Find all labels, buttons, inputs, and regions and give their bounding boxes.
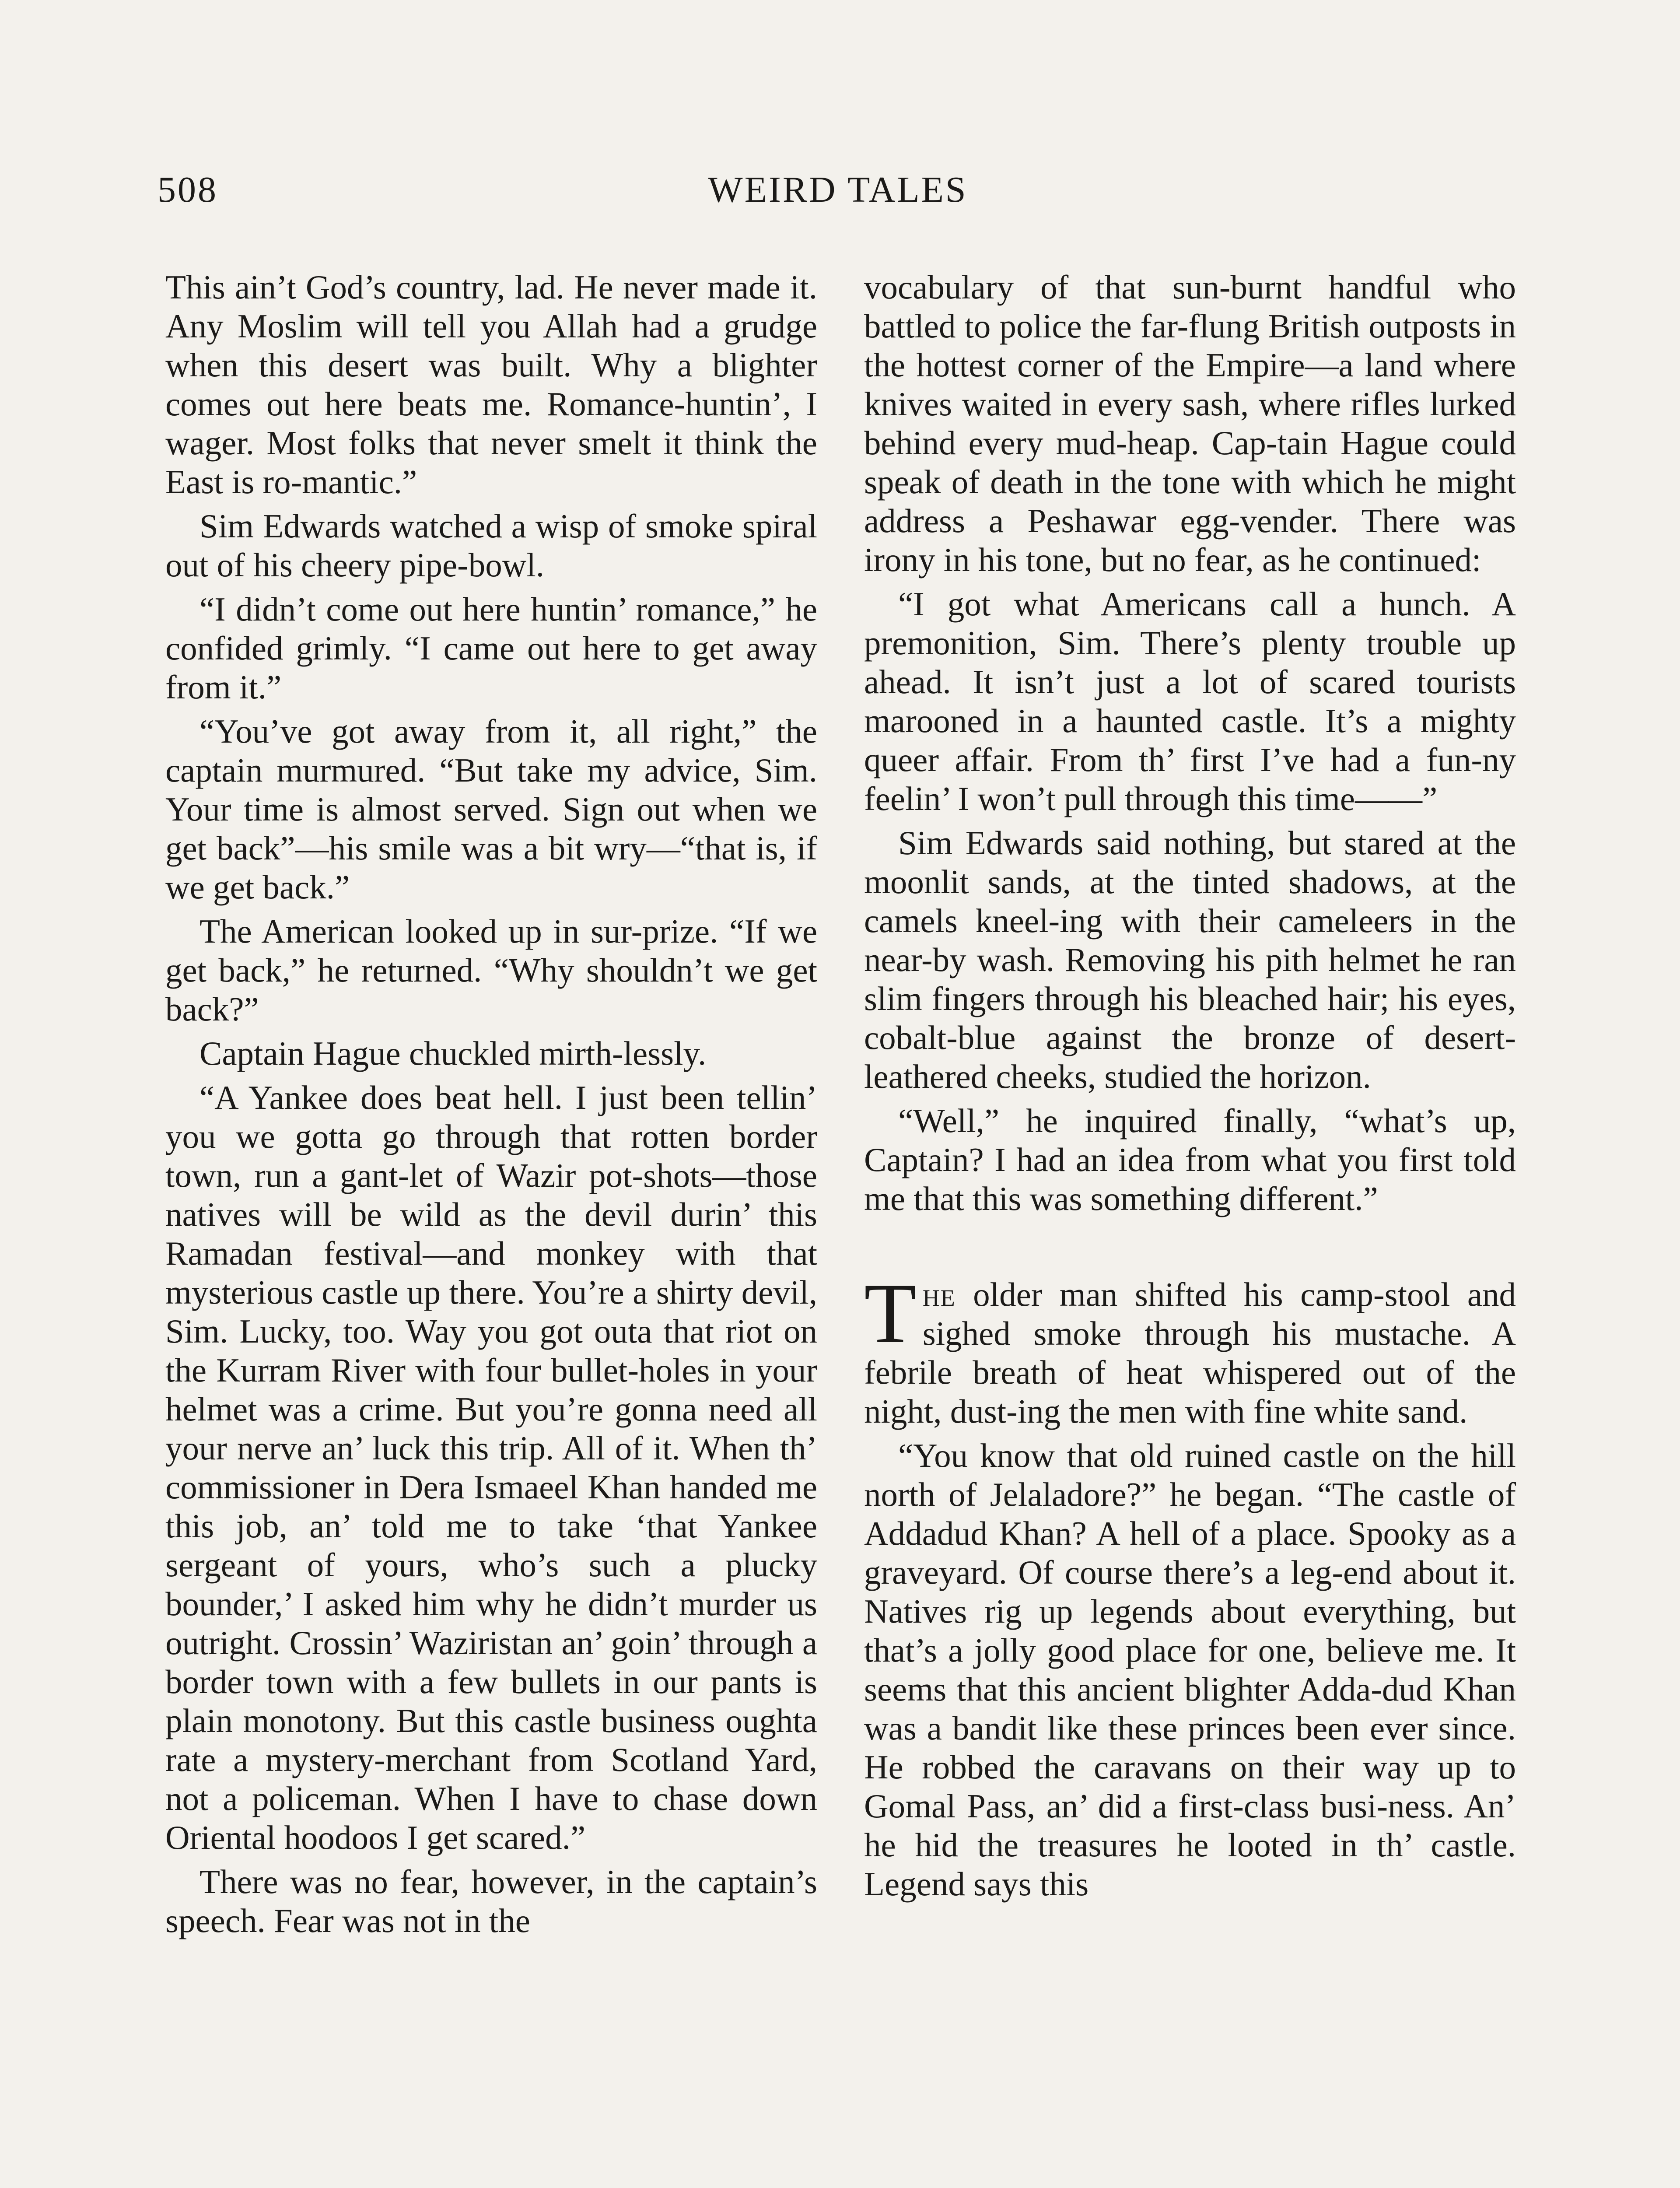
paragraph: The American looked up in sur-prize. “If we get back,” he returned. “Why shouldn’t we get back?”	[165, 912, 817, 1028]
page-number: 508	[158, 169, 218, 210]
running-title: WEIRD TALES	[708, 169, 968, 210]
section-opening-paragraph	[864, 1266, 1516, 1431]
drop-cap: T	[864, 1266, 917, 1361]
paragraph: “You’ve got away from it, all right,” the captain murmured. “But take my advice, Sim. Your time is almost served. Sign out when we get back”—his smile was a bit wry—“that is, if we get back.”	[165, 712, 817, 906]
small-caps-lead: he	[922, 1276, 956, 1313]
paragraph: There was no fear, however, in the captain’s speech. Fear was not in the	[165, 1863, 817, 1939]
paragraph: Sim Edwards watched a wisp of smoke spiral out of his cheery pipe-bowl.	[165, 507, 817, 584]
paragraph: “A Yankee does beat hell. I just been tellin’ you we gotta go through that rotten border town, run a gant-let of Wazir pot-shots—those natives will be wild as the devil durin’ this Ramadan festival—and monkey with that mysterious castle up there. You’re a shirty devil, Sim. Lucky, too. Way you got outa that riot on the Kurram River with four bullet-holes in your helmet was a crime. But you’re gonna need all your nerve an’ luck this trip. All of it. When th’ commissioner in Dera Ismaeel Khan handed me this job, an’ told me to take ‘that Yankee sergeant of yours, who’s such a plucky bounder,’ I asked him why he didn’t murder us outright. Crossin’ Waziristan an’ goin’ through a border town with a few bullets in our pants is plain monotony. But this castle business oughta rate a mystery-merchant from Scotland Yard, not a policeman. When I have to chase down Oriental hoodoos I get scared.”	[165, 1079, 817, 1856]
paragraph: vocabulary of that sun-burnt handful who battled to police the far-flung British outposts in the hottest corner of the Empire—a land where knives waited in every sash, where rifles lurked behind every mud-heap. Cap-tain Hague could speak of death in the tone with which he might address a Peshawar egg-vender. There was irony in his tone, but no fear, as he continued:	[864, 268, 1516, 579]
paragraph: “I didn’t come out here huntin’ romance,” he confided grimly. “I came out here to get away from it.”	[165, 590, 817, 706]
paragraph: “You know that old ruined castle on the hill north of Jelaladore?” he began. “The castle of Addadud Khan? A hell of a place. Spooky as a graveyard. Of course there’s a leg-end about it. Natives rig up legends about everything, but that’s a jolly good place for one, believe me. It seems that this ancient blighter Adda-dud Khan was a bandit like these princes been ever since. He robbed the caravans on their way up to Gomal Pass, an’ did a first-class busi-ness. An’ he hid the treasures he looted in th’ castle. Legend says this	[864, 1437, 1516, 1903]
page-header	[158, 168, 1518, 217]
right-column	[864, 268, 1516, 1909]
paragraph: “I got what Americans call a hunch. A premonition, Sim. There’s plenty trouble up ahead. It isn’t just a lot of scared tourists marooned in a haunted castle. It’s a mighty queer affair. From th’ first I’ve had a fun-ny feelin’ I won’t pull through this time——”	[864, 585, 1516, 817]
paragraph: Captain Hague chuckled mirth-lessly.	[200, 1034, 707, 1072]
paragraph: This ain’t God’s country, lad. He never made it. Any Moslim will tell you Allah had a grudge when this desert was built. Why a blighter comes out here beats me. Romance-huntin’, I wager. Most folks that never smelt it think the East is ro-mantic.”	[165, 268, 817, 501]
paragraph-text: older man shifted his camp-stool and sighed smoke through his mustache. A febrile breath of heat whispered out of the night, dust-ing the men with fine white sand.	[864, 1276, 1516, 1430]
left-column	[165, 268, 817, 1946]
paragraph: “Well,” he inquired finally, “what’s up, Captain? I had an idea from what you first told me that this was something different.”	[864, 1102, 1516, 1217]
paragraph: Sim Edwards said nothing, but stared at the moonlit sands, at the tinted shadows, at the camels kneel-ing with their cameleers in the near-by wash. Removing his pith helmet he ran slim fingers through his bleached hair; his eyes, cobalt-blue against the bronze of desert-leathered cheeks, studied the horizon.	[864, 824, 1516, 1095]
